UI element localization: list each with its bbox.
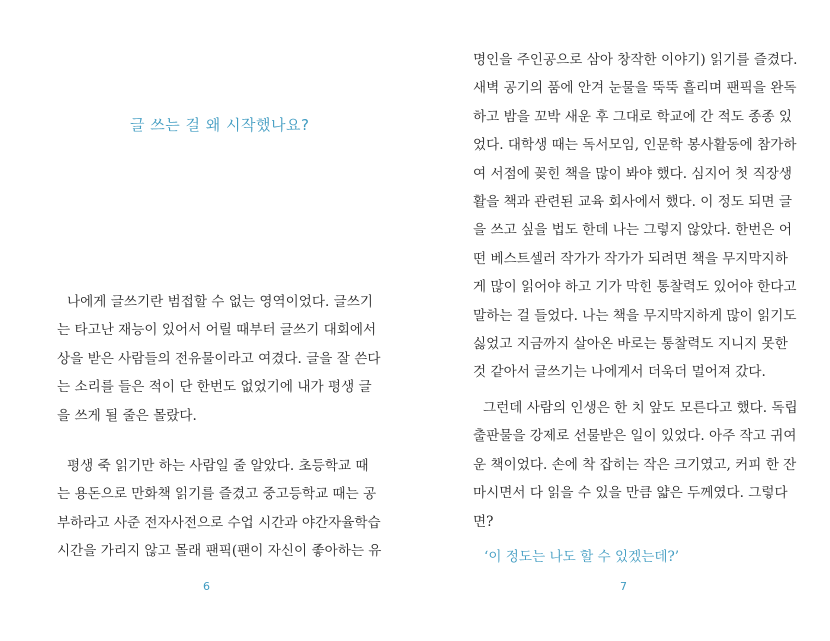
text-line: 것 같아서 글쓰기는 나에게서 더욱더 멀어져 갔다. <box>473 364 766 381</box>
text-line: 여 서점에 꽂힌 책을 많이 봐야 했다. 심지어 첫 직장생 <box>473 165 792 182</box>
text-line: 을 쓰고 싶을 법도 한데 나는 그렇지 않았다. 한번은 어 <box>473 222 792 239</box>
left-paragraph-2 <box>57 452 381 566</box>
text-line: 출판물을 강제로 선물받은 일이 있었다. 아주 작고 귀여 <box>473 428 797 445</box>
text-line: 활을 책과 관련된 교육 회사에서 했다. 이 정도 되면 글 <box>473 193 792 210</box>
text-line: 나에게 글쓰기란 범접할 수 없는 영역이었다. 글쓰기 <box>67 294 374 310</box>
text-line: 마시면서 다 읽을 수 있을 만큼 얇은 두께였다. 그렇다 <box>473 485 788 502</box>
text-line: 싫었고 지금까지 살아온 바로는 통찰력도 지니지 못한 <box>473 335 788 352</box>
text-line: 는 타고난 재능이 있어서 어릴 때부터 글쓰기 대회에서 <box>57 322 377 339</box>
page-number: 7 <box>620 580 627 593</box>
page-number: 6 <box>203 580 210 593</box>
text-line: 면? <box>473 513 494 530</box>
text-line: 새벽 공기의 품에 안겨 눈물을 뚝뚝 흘리며 팬픽을 완독 <box>473 80 797 97</box>
text-line: 게 많이 읽어야 하고 기가 막힌 통찰력도 있어야 한다고 <box>473 279 797 296</box>
text-line: 시간을 가리지 않고 몰래 팬픽(팬이 자신이 좋아하는 유 <box>57 543 382 560</box>
text-line: 명인을 주인공으로 삼아 창작한 이야기) 읽기를 즐겼다. <box>473 52 798 68</box>
text-line: 평생 죽 읽기만 하는 사람일 줄 알았다. 초등학교 때 <box>67 458 369 474</box>
text-line: 부하라고 사준 전자사전으로 수업 시간과 야간자율학습 <box>57 514 381 531</box>
left-paragraph-1 <box>57 288 380 430</box>
text-line: 운 책이었다. 손에 착 잡히는 작은 크기였고, 커피 한 잔 <box>473 456 797 473</box>
text-line: 는 소리를 들은 적이 단 한번도 없었기에 내가 평생 글 <box>57 379 372 396</box>
text-line: 었다. 대학생 때는 독서모임, 인문학 봉사활동에 참가하 <box>473 137 797 154</box>
text-line: 그런데 사람의 인생은 한 치 앞도 모른다고 했다. 독립 <box>483 400 798 416</box>
text-line: 떤 베스트셀러 작가가 작가가 되려면 책을 무지막지하 <box>473 250 788 267</box>
right-page <box>415 0 830 641</box>
text-line: 하고 밤을 꼬박 새운 후 그대로 학교에 간 적도 종종 있 <box>473 108 792 125</box>
right-paragraph-2 <box>473 394 798 536</box>
text-line: 상을 받은 사람들의 전유물이라고 여겼다. 글을 잘 쓴다 <box>57 350 381 367</box>
right-paragraph-1 <box>473 46 797 387</box>
text-line: 말하는 걸 들었다. 나는 책을 무지막지하게 많이 읽기도 <box>473 307 797 324</box>
text-line: 는 용돈으로 만화책 읽기를 즐겼고 중고등학교 때는 공 <box>57 486 377 503</box>
highlighted-quote: ‘이 정도는 나도 할 수 있겠는데?’ <box>484 549 680 565</box>
text-line: 을 쓰게 될 줄은 몰랐다. <box>57 407 197 424</box>
chapter-heading: 글 쓰는 걸 왜 시작했나요? <box>130 116 310 134</box>
